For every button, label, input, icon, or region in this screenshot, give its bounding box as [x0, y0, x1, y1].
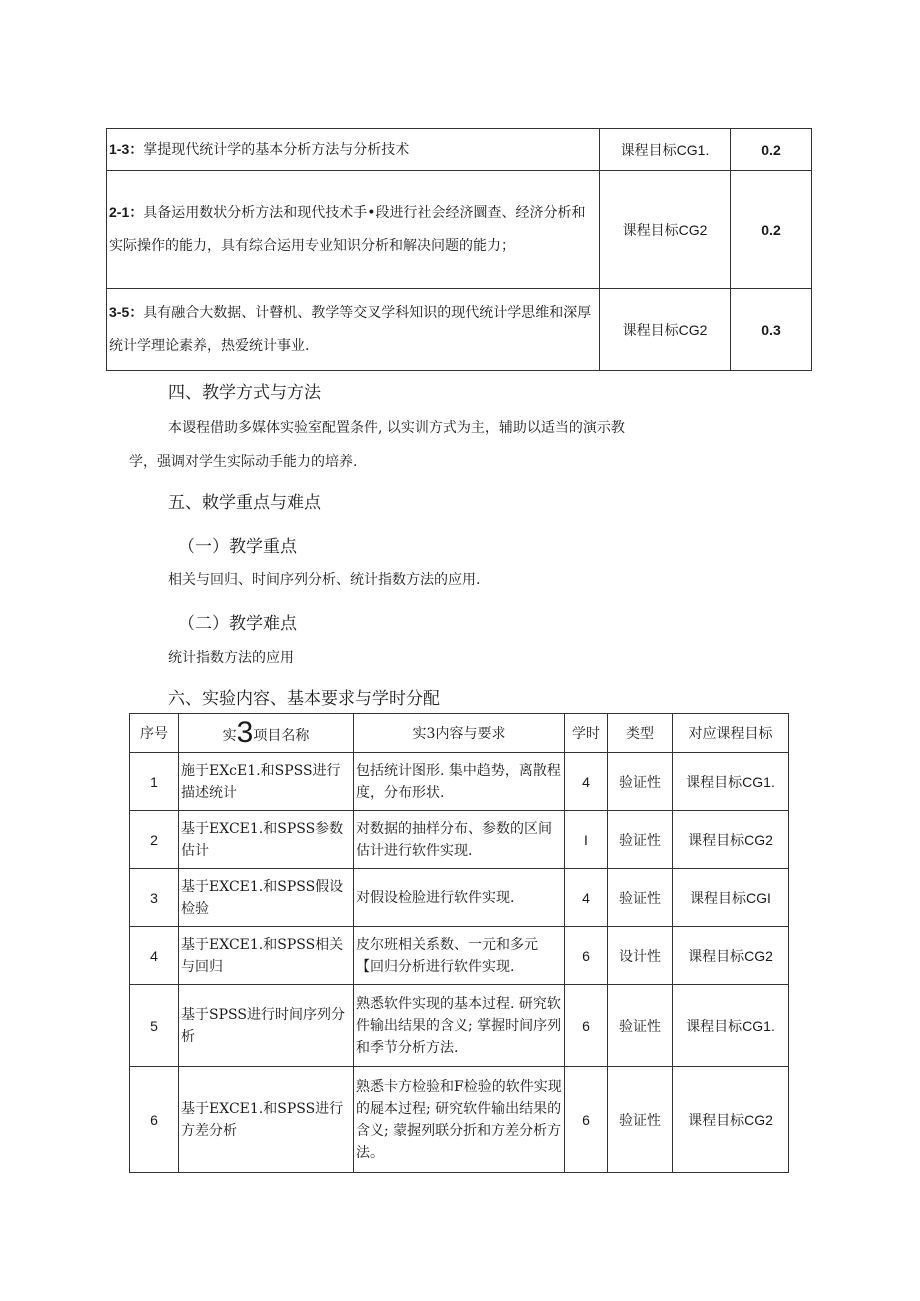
header-name — [179, 714, 354, 753]
section6-heading: 六、实验内容、基本要求与学时分配 — [168, 689, 440, 709]
section5-heading: 五、敕学重点与难点 — [168, 493, 321, 513]
row-no: 4 — [130, 927, 179, 985]
section5-sub2-heading: （二）教学难点 — [178, 614, 297, 634]
header-hours: 学时 — [565, 714, 608, 753]
objective-code: 2-1： — [109, 204, 144, 220]
header-type: 类型 — [608, 714, 673, 753]
section4-heading: 四、教学方式与方法 — [168, 383, 321, 403]
row-type: 验证性 — [608, 811, 673, 869]
table-row — [130, 811, 789, 869]
row-hours: 6 — [565, 1067, 608, 1173]
row-goal: 课程目标CG2 — [673, 1067, 789, 1173]
objective-goal: 课程目标CG1. — [600, 129, 731, 171]
row-goal: 课程目标CG2 — [673, 927, 789, 985]
row-content: 熟悉软件实现的基本过程. 研究软件输出结果的含义; 掌握时间序列和季节分析方法. — [354, 985, 565, 1067]
row-no: 5 — [130, 985, 179, 1067]
objective-goal: 课程目标CG2 — [600, 171, 731, 289]
row-no: 2 — [130, 811, 179, 869]
table-row — [130, 927, 789, 985]
row-hours: 6 — [565, 927, 608, 985]
row-type: 设计性 — [608, 927, 673, 985]
objective-goal: 课程目标CG2 — [600, 289, 731, 371]
row-type: 验证性 — [608, 1067, 673, 1173]
header-content: 实3内容与要求 — [354, 714, 565, 753]
objective-code: 1-3： — [109, 140, 144, 157]
section4-paragraph-line1: 本谡程借助多媒体实验室配置条件, 以实训方式为主，辅助以适当的演示教 — [168, 420, 625, 436]
row-content: 对数据的抽样分布、参数的区间估计进行软件实现. — [354, 811, 565, 869]
row-no: 6 — [130, 1067, 179, 1173]
objectives-table — [106, 128, 812, 371]
objective-weight: 0.3 — [731, 289, 812, 371]
row-name: 基于EXCE1.和SPSS假设检验 — [179, 869, 354, 927]
table-row — [130, 869, 789, 927]
header-name-big: 3 — [236, 716, 254, 749]
row-type: 验证性 — [608, 869, 673, 927]
row-hours: 4 — [565, 869, 608, 927]
header-goal: 对应课程目标 — [673, 714, 789, 753]
objective-text: 掌提现代统计学的基本分析方法与分析技术 — [143, 141, 410, 158]
objective-weight: 0.2 — [731, 129, 812, 171]
objective-desc — [107, 171, 600, 289]
row-no: 3 — [130, 869, 179, 927]
row-content: 对假设检脸进行软件实现. — [354, 869, 565, 927]
row-type: 验证性 — [608, 985, 673, 1067]
row-goal: 课程目标CG2 — [673, 811, 789, 869]
row-name: 基于EXCE1.和SPSS参数估计 — [179, 811, 354, 869]
section4-paragraph-line2: 学，强调对学生实际动手能力的培养. — [129, 454, 358, 470]
row-name: 基于EXCE1.和SPSS相关与回归 — [179, 927, 354, 985]
table-row — [130, 985, 789, 1067]
row-name: 基于EXCE1.和SPSS进行方差分析 — [179, 1067, 354, 1173]
objective-desc — [107, 129, 600, 171]
row-hours: 6 — [565, 985, 608, 1067]
row-hours: I — [565, 811, 608, 869]
table-row — [130, 1067, 789, 1173]
experiments-table — [129, 713, 789, 1173]
section5-sub1-text: 相关与回归、时间序列分析、统计指数方法的应用. — [168, 572, 481, 588]
table-row — [107, 171, 812, 289]
row-no: 1 — [130, 753, 179, 811]
header-name-pre: 实 — [222, 728, 237, 744]
objective-weight: 0.2 — [731, 171, 812, 289]
header-no: 序号 — [130, 714, 179, 753]
objective-code: 3-5： — [109, 304, 144, 320]
table-row — [107, 129, 812, 171]
table-row — [107, 289, 812, 371]
objective-desc — [107, 289, 600, 371]
row-content: 熟悉卡方检验和F检验的软件实现的屣本过程; 研究软件输出结果的含义; 蒙握列联分折和方差分析方法。 — [354, 1067, 565, 1173]
row-goal: 课程目标CGI — [673, 869, 789, 927]
row-hours: 4 — [565, 753, 608, 811]
row-content: 包括统计图形. 集中趋势，离散程度，分布形状. — [354, 753, 565, 811]
objective-text: 具有融合大数据、计瞽机、教学等交叉学科知识的现代统计学思维和深厚统计学理论素养，热爱统计事业. — [109, 305, 592, 354]
section5-sub1-heading: （一）教学重点 — [178, 537, 297, 557]
header-name-post: 项目名称 — [253, 728, 310, 744]
row-goal: 课程目标CG1. — [673, 985, 789, 1067]
row-goal: 课程目标CG1. — [673, 753, 789, 811]
objective-text: 具备运用数状分析方法和现代技术手•段进行社会经济圜查、经济分析和实际操作的能力，具有综合运用专业知识分析和解决问题的能力； — [109, 205, 586, 254]
section5-sub2-text: 统计指数方法的应用 — [168, 650, 294, 666]
table-row — [130, 753, 789, 811]
table-header-row — [130, 714, 789, 753]
row-type: 验证性 — [608, 753, 673, 811]
row-content: 皮尔班相关系数、一元和多元【回归分析进行软件实现. — [354, 927, 565, 985]
row-name: 基于SPSS进行时间序列分析 — [179, 985, 354, 1067]
row-name: 施于EXcE1.和SPSS进行描述统计 — [179, 753, 354, 811]
